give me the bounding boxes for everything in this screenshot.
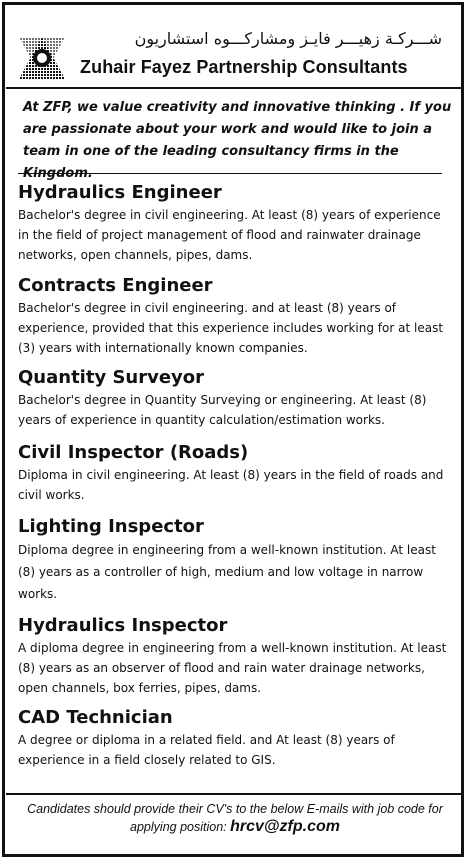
- footer-instructions: Candidates should provide their CV's to the below E-mails with job code for: [27, 802, 443, 816]
- job-title: Quantity Surveyor: [18, 367, 205, 388]
- job-listing: [18, 515, 448, 605]
- job-title: Hydraulics Inspector: [18, 615, 228, 636]
- job-title: Contracts Engineer: [18, 275, 213, 296]
- job-title: CAD Technician: [18, 707, 173, 728]
- job-description: Bachelor's degree in civil engineering. At least (8) years of experience in the field of project management of flood and rainwater drainage networks, open channels, pipes, dams.: [18, 208, 441, 262]
- job-title: Hydraulics Engineer: [18, 182, 222, 203]
- job-description: A diploma degree in engineering from a well-known institution. At least (8) years as an observer of flood and rain water drainage networks, open channels, box ferries, pipes, dams.: [18, 641, 447, 695]
- job-description: Diploma in civil engineering. At least (8) years in the field of roads and civil works.: [18, 468, 444, 502]
- job-listing: [18, 181, 448, 265]
- job-listing: [18, 706, 448, 770]
- company-name-arabic: شـــركـة زهيـــر فايـز ومشاركـــوه استشاريون: [134, 29, 442, 48]
- job-title: Lighting Inspector: [18, 516, 204, 537]
- job-description: Bachelor's degree in civil engineering. and at least (8) years of experience, provided that this experience includes working for at least (3) years with internationally known companies.: [18, 301, 444, 355]
- divider: [18, 173, 442, 174]
- divider: [6, 87, 464, 89]
- job-listing: [18, 614, 448, 698]
- job-listing: [18, 274, 448, 358]
- intro-text: At ZFP, we value creativity and innovative thinking . If you are passionate about your work and would like to join a team in one of the leading consultancy firms in the Kingdom.: [23, 100, 452, 181]
- job-description: Diploma degree in engineering from a well-known institution. At least (8) years as a controller of high, medium and low voltage in narrow works.: [18, 543, 436, 601]
- job-listing: [18, 441, 448, 505]
- job-description: Bachelor's degree in Quantity Surveying or engineering. At least (8) years of experience in quantity calculation/estimation works.: [18, 393, 427, 427]
- divider: [6, 793, 464, 795]
- job-listing: [18, 366, 448, 430]
- job-title: Civil Inspector (Roads): [18, 442, 249, 463]
- footer-apply-line: [0, 818, 470, 836]
- contact-email[interactable]: hrcv@zfp.com: [230, 818, 340, 835]
- job-description: A degree or diploma in a related field. and At least (8) years of experience in a field closely related to GIS.: [18, 733, 395, 767]
- company-name: Zuhair Fayez Partnership Consultants: [80, 57, 408, 77]
- application-footer: [0, 800, 470, 836]
- footer-apply-label: applying position:: [130, 820, 227, 834]
